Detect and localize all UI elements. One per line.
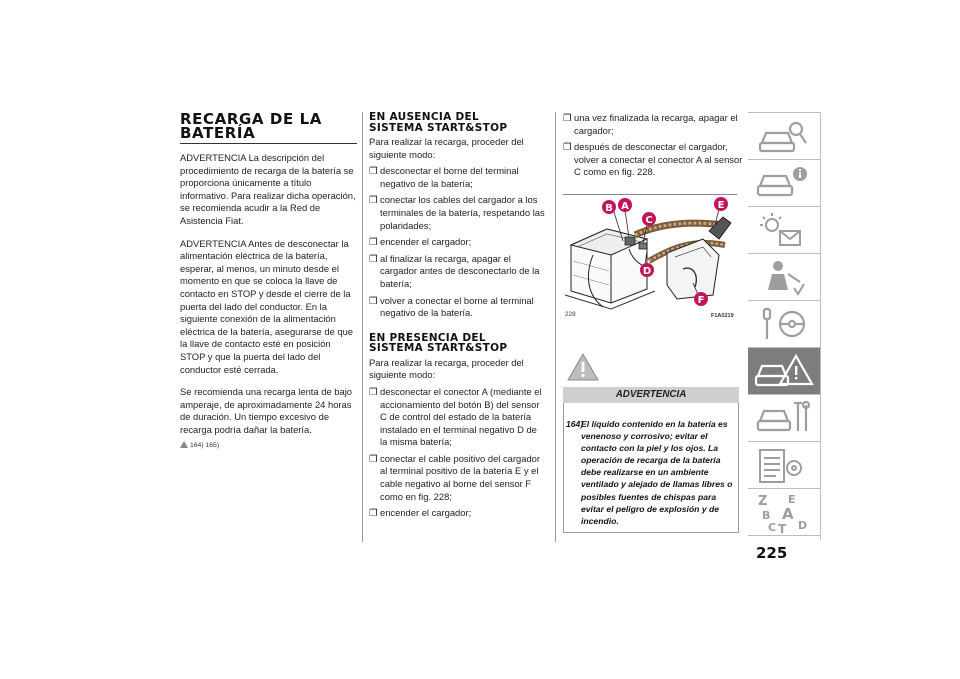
list-item: ❒ desconectar el conector A (mediante el accionamiento del botón B) del sensor C de control del estado de la batería instalado en el terminal negativo D de la misma batería; xyxy=(369,385,542,448)
column-procedure-continued xyxy=(563,112,743,179)
list-item: ❒ una vez finalizada la recarga, apagar el cargador; xyxy=(563,112,738,136)
warning-body: El líquido contenido en la batería es venenoso y corrosivo; evitar el contacto con la piel y los ojos. La operación de recarga de la batería debe realizarse en un ambiente ventilado y alejado de llamas libres o posibles fuentes de chispas para evitar el peligro de explosión y de incendio. xyxy=(581,419,733,526)
index-letter-t: T xyxy=(778,522,787,535)
steps-list xyxy=(369,386,546,520)
safety-icon xyxy=(748,254,820,300)
warning-text-block xyxy=(566,418,738,527)
list-item: ❒ volver a conectar el borne al terminal negativo de la batería. xyxy=(369,294,534,319)
column-divider xyxy=(362,112,363,542)
figure-code: F1A0219 xyxy=(711,313,734,319)
index-letter-a: A xyxy=(782,505,794,523)
figure-label-f: F xyxy=(697,295,705,306)
tab-lights-messages[interactable] xyxy=(748,207,820,254)
section-heading-with-start-stop: EN PRESENCIA DEL SISTEMA START&STOP xyxy=(369,331,508,355)
lights-message-icon xyxy=(748,207,820,253)
figure-label-b: B xyxy=(605,203,613,214)
column-battery-recharge xyxy=(180,112,357,449)
checkbox-bullet-icon: ❒ xyxy=(369,194,378,206)
list-item: ❒ conectar el cable positivo del cargador al terminal positivo de la batería E y el cable negativo al borne del sensor F como en fig. 228; xyxy=(369,452,540,502)
car-info-icon xyxy=(748,160,820,206)
checkbox-bullet-icon: ❒ xyxy=(369,236,378,248)
warning-triangle-icon xyxy=(566,352,600,387)
checkbox-bullet-icon: ❒ xyxy=(369,385,378,397)
column-divider xyxy=(555,112,556,542)
steps-list xyxy=(563,112,743,179)
title-line-1: RECARGA DE LA xyxy=(180,110,322,128)
key-steering-icon xyxy=(748,301,820,347)
page-number: 225 xyxy=(756,544,788,562)
sidebar-edge xyxy=(820,112,821,540)
warning-title: ADVERTENCIA xyxy=(563,387,739,403)
checkbox-bullet-icon: ❒ xyxy=(369,507,378,519)
figure-label-d: D xyxy=(642,266,652,277)
section-heading-without-start-stop: EN AUSENCIA DEL SISTEMA START&STOP xyxy=(369,111,508,134)
tab-dashboard[interactable] xyxy=(748,160,820,207)
index-icon xyxy=(748,489,820,535)
paragraph-warning-disconnect: ADVERTENCIA Antes de desconectar la alimentación eléctrica de la batería, esperar, al menos, un minuto desde el momento en que se coloca la llave de contacto en STOP y desde el cierre de la puerta del lado del conductor. En la siguiente conexión de la alimentación eléctrica de la batería, asegurarse de que la llave de contacto esté en posición STOP y que la puerta del lado del conductor esté cerrada. xyxy=(180,237,354,375)
battery-illustration xyxy=(563,195,737,311)
paragraph-slow-recharge: Se recomienda una recarga lenta de bajo amperaje, de aproximadamente 24 horas de duración. Un tiempo excesivo de recarga podría dañar la batería. xyxy=(180,386,352,435)
warning-number: 164) xyxy=(566,419,584,429)
page-title xyxy=(180,112,357,144)
section-intro: Para realizar la recarga, proceder del siguiente modo: xyxy=(369,136,524,160)
title-line-2: BATERÍA xyxy=(180,124,256,142)
section-intro: Para realizar la recarga, proceder del siguiente modo: xyxy=(369,356,524,381)
tab-starting-driving[interactable] xyxy=(748,301,820,348)
checkbox-bullet-icon: ❒ xyxy=(563,112,572,123)
list-item: ❒ después de desconectar el cargador, volver a conectar el conector A al sensor C como en fig. 228. xyxy=(563,141,743,178)
figure-number: 228 xyxy=(565,311,576,318)
battery-figure xyxy=(563,194,737,311)
tab-index[interactable] xyxy=(748,489,820,536)
index-letter-c: C xyxy=(768,521,777,534)
figure-label-e: E xyxy=(717,200,725,211)
maintenance-icon xyxy=(748,395,820,441)
tab-safety[interactable] xyxy=(748,254,820,301)
tab-maintenance[interactable] xyxy=(748,395,820,442)
checkbox-bullet-icon: ❒ xyxy=(369,252,378,264)
figure-label-a: A xyxy=(621,201,629,212)
column-procedure xyxy=(369,112,546,520)
checkbox-bullet-icon: ❒ xyxy=(369,294,378,306)
checkbox-bullet-icon: ❒ xyxy=(369,165,378,177)
references-text: 164) 165) xyxy=(190,442,220,450)
index-letter-e: E xyxy=(788,493,796,506)
index-letter-d: D xyxy=(798,519,808,532)
warning-triangle-icon xyxy=(180,441,188,448)
checkbox-bullet-icon: ❒ xyxy=(563,141,572,153)
list-item: ❒ desconectar el borne del terminal negativo de la batería; xyxy=(369,165,519,189)
car-search-icon xyxy=(748,113,820,159)
list-item: ❒ conectar los cables del cargador a los terminales de la batería, respetando las polaridades; xyxy=(369,194,545,231)
list-item: ❒ al finalizar la recarga, apagar el cargador antes de desconectarlo de la batería; xyxy=(369,252,540,289)
tab-technical-data[interactable] xyxy=(748,442,820,489)
emergency-icon xyxy=(748,348,820,394)
list-item: ❒ encender el cargador; xyxy=(369,507,472,519)
tab-getting-to-know[interactable] xyxy=(748,113,820,160)
index-letter-z: Z xyxy=(758,494,768,509)
tab-emergency[interactable] xyxy=(748,348,820,395)
figure-label-c: C xyxy=(645,215,653,226)
paragraph-warning-info: ADVERTENCIA La descripción del procedimiento de recarga de la batería se proporciona únicamente a título informativo. Para realizar dicha operación, se recomienda acudir a la Red de Asistencia Fiat. xyxy=(180,152,356,226)
index-letter-b: B xyxy=(762,509,771,522)
technical-data-icon xyxy=(748,442,820,488)
checkbox-bullet-icon: ❒ xyxy=(369,452,378,464)
steps-list xyxy=(369,165,546,320)
warning-references[interactable] xyxy=(180,441,357,449)
list-item: ❒ encender el cargador; xyxy=(369,236,472,248)
